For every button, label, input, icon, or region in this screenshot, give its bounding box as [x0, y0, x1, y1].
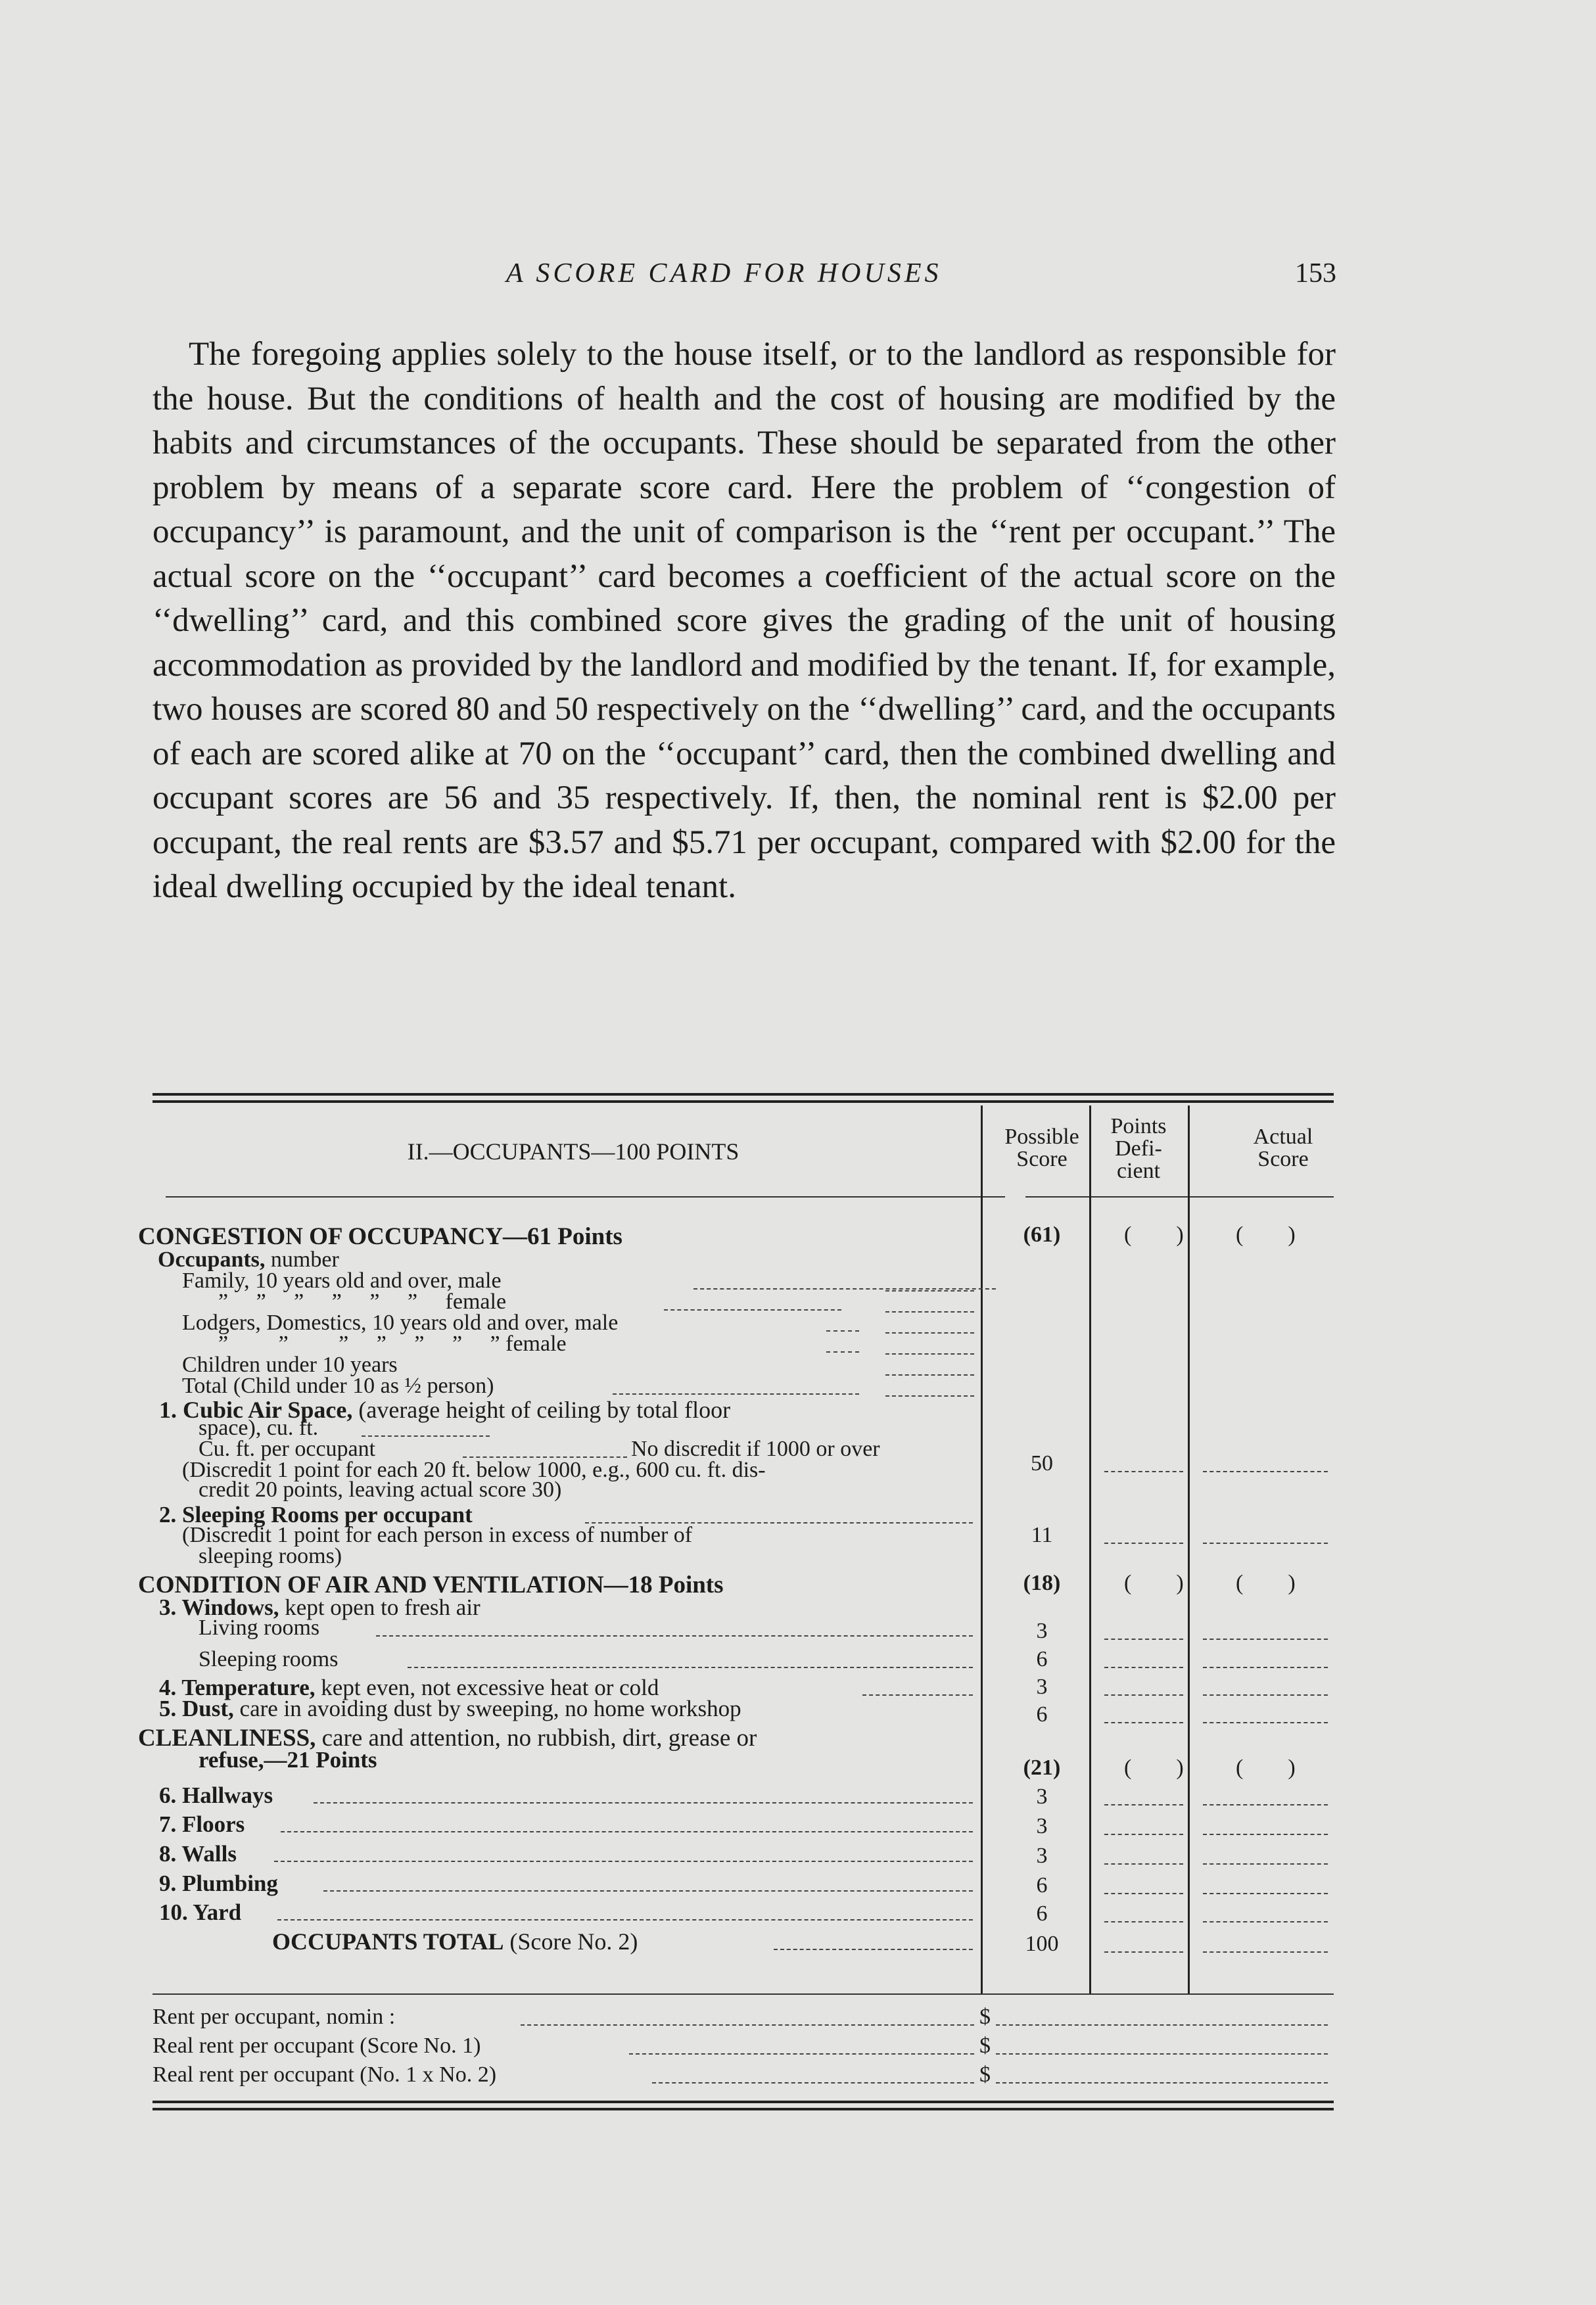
actual-blank [1203, 1722, 1328, 1723]
deficient-blank [1104, 1834, 1183, 1835]
yard: 10. Yard [159, 1899, 242, 1925]
actual-blank [1203, 1471, 1328, 1472]
deficient-blank [1104, 1951, 1183, 1953]
running-title: A SCORE CARD FOR HOUSES [506, 258, 942, 289]
cleanliness-l2: refuse,—21 Points [199, 1747, 377, 1773]
lodgers-female: ” ” ” ” ” ” ” female [218, 1332, 567, 1356]
deficient-blank [1104, 1694, 1183, 1696]
dollar-sign: $ [979, 2005, 991, 2029]
leader-line [629, 2053, 974, 2055]
rent-separator-rule [153, 1993, 1334, 1995]
entry-blank [885, 1311, 974, 1313]
actual-paren: ( ) [1236, 1222, 1296, 1247]
leader-line [652, 2082, 974, 2084]
cubic-air-l5: credit 20 points, leaving actual score 30) [199, 1478, 562, 1502]
dust-line: 5. Dust, care in avoiding dust by sweeping, no home workshop [159, 1696, 741, 1721]
actual-blank [1203, 1863, 1328, 1865]
actual-paren: ( ) [1236, 1571, 1296, 1595]
family-female: ” ” ” ” ” ” female [218, 1290, 507, 1314]
rent-real-1: Real rent per occupant (Score No. 1) [153, 2034, 481, 2058]
leader-line [274, 1861, 973, 1862]
sleeping-rooms-l3: sleeping rooms) [199, 1544, 342, 1568]
actual-blank [1203, 1694, 1328, 1696]
bottom-rule-2 [153, 2108, 1334, 2110]
top-rule-2 [153, 1100, 1334, 1103]
living-rooms: Living rooms [199, 1616, 320, 1640]
leader-line [362, 1435, 490, 1437]
temperature-line: 4. Temperature, kept even, not excessive heat or cold [159, 1675, 659, 1700]
leader-line [281, 1831, 973, 1832]
entry-blank [885, 1290, 974, 1292]
rent-real-2: Real rent per occupant (No. 1 x No. 2) [153, 2062, 497, 2087]
leader-line [664, 1309, 841, 1311]
column-divider [981, 1106, 983, 1993]
title-underline [166, 1196, 1005, 1198]
actual-blank [1203, 1639, 1328, 1640]
leader-line [376, 1635, 973, 1637]
occupants-total: OCCUPANTS TOTAL (Score No. 2) [272, 1928, 638, 1955]
section-cleanliness: CLEANLINESS, care and attention, no rubbish, dirt, grease or [138, 1725, 757, 1752]
sleeping-rooms-line: 2. Sleeping Rooms per occupant [159, 1502, 473, 1527]
dollar-sign: $ [979, 2062, 991, 2087]
rent-real-2-blank [996, 2082, 1328, 2084]
bottom-rule [153, 2101, 1334, 2103]
leader-line [613, 1393, 859, 1395]
leader-line [521, 2024, 974, 2026]
cubic-air-l3: Cu. ft. per occupant [199, 1437, 376, 1461]
leader-line [277, 1919, 973, 1921]
cubic-air-line: 1. Cubic Air Space, (average height of ceiling by total floor [159, 1397, 731, 1423]
entry-blank [885, 1374, 974, 1376]
leader-line [314, 1802, 973, 1804]
deficient-blank [1104, 1639, 1183, 1640]
header-points-deficient: Points Defi- cient [1110, 1114, 1167, 1183]
section-congestion: CONGESTION OF OCCUPANCY—61 Points [138, 1223, 622, 1250]
actual-paren: ( ) [1236, 1756, 1296, 1780]
actual-blank [1203, 1667, 1328, 1668]
rent-nominal-blank [996, 2024, 1328, 2026]
column-divider [1089, 1106, 1091, 1993]
actual-blank [1203, 1804, 1328, 1805]
family-male: Family, 10 years old and over, male [182, 1269, 502, 1293]
leader-line [862, 1694, 973, 1696]
top-rule [153, 1093, 1334, 1096]
deficient-paren: ( ) [1124, 1222, 1184, 1247]
cubic-air-no-discredit: No discredit if 1000 or over [631, 1437, 880, 1461]
rent-nominal: Rent per occupant, nomin : [153, 2005, 396, 2029]
score-card-table: II.—OCCUPANTS—100 POINTS Possible Score Points Defi- cient Actual Score CONGESTION OF OCCUPANCY—61 Points (61) ( ) ( ) Occupants, number Family, 10 years old and over, male ” ” ” ” ” ” female Lodgers, Domestics, 10 years old and over, male ” ” ” ” ” ” ” female Children under 10 years Total (Child under 10 as ½ person) 1. Cubic Air Space, (average height of ceiling by total floor space), cu. ft. Cu. ft. per occupant No discredit if 1000 or over 50 (Discredit 1 point for each 20 ft. below 1000, e.g., 600 cu. ft. dis- credit 20 points, leaving actual score 30) 2. Sleeping Rooms per occupant 11 (Discredit 1 point for each person in excess of number of sleeping rooms) CONDITION OF AIR AND VENTILATION—18 Points (18) ( ) ( ) 3. Windows, kept open to fresh air Living rooms 3 Sleeping rooms 6 4. Temperature, kept even, not excessive heat or cold 3 5. Dust, care in avoiding dust by sweeping, no home workshop 6 CLEANLINESS, care and attention, no rubbish, dirt, grease or refuse,—21 Points (21) ( ) ( ) 6. Hallways 3 7. Floors 3 8. Walls 3 9. Plumbing 6 10. Yard 6 OCCUPANTS TOTAL (Score No. 2) 100 Rent per occupant, nomin : $ Real rent per occupant (Score No. 1) $ Real rent per occupant (No. 1 x No. 2) $ [153, 1093, 1334, 2110]
occupants-line: Occupants, number [158, 1247, 339, 1272]
rent-real-1-blank [996, 2053, 1328, 2055]
deficient-paren: ( ) [1124, 1756, 1184, 1780]
plumbing: 9. Plumbing [159, 1871, 278, 1896]
page-number: 153 [1295, 258, 1336, 289]
children: Children under 10 years [182, 1353, 398, 1377]
cubic-air-l4: (Discredit 1 point for each 20 ft. below 1000, e.g., 600 cu. ft. dis- [182, 1458, 766, 1482]
header-actual-score: Actual Score [1253, 1125, 1313, 1171]
deficient-blank [1104, 1863, 1183, 1865]
deficient-blank [1104, 1893, 1183, 1894]
deficient-blank [1104, 1543, 1183, 1544]
actual-blank [1203, 1893, 1328, 1894]
column-divider [1188, 1106, 1190, 1993]
total-occupants: Total (Child under 10 as ½ person) [182, 1374, 494, 1398]
leader-line [323, 1890, 973, 1892]
header-possible-score: Possible Score [1004, 1125, 1079, 1171]
sleeping-rooms-l2: (Discredit 1 point for each person in excess of number of [182, 1523, 693, 1547]
deficient-blank [1104, 1667, 1183, 1668]
cubic-air-l2: space), cu. ft. [199, 1416, 319, 1440]
deficient-blank [1104, 1471, 1183, 1472]
entry-blank [885, 1332, 974, 1334]
table-title: II.—OCCUPANTS—100 POINTS [407, 1138, 739, 1165]
actual-blank [1203, 1951, 1328, 1953]
actual-blank [1203, 1921, 1328, 1922]
leader-line [693, 1288, 996, 1290]
windows-line: 3. Windows, kept open to fresh air [159, 1595, 481, 1620]
actual-blank [1203, 1543, 1328, 1544]
hallways: 6. Hallways [159, 1782, 273, 1808]
header-underline [1025, 1196, 1334, 1198]
deficient-blank [1104, 1722, 1183, 1723]
entry-blank [885, 1395, 974, 1397]
section-air-ventilation: CONDITION OF AIR AND VENTILATION—18 Points [138, 1572, 724, 1598]
deficient-blank [1104, 1921, 1183, 1922]
deficient-blank [1104, 1804, 1183, 1805]
lodgers-male: Lodgers, Domestics, 10 years old and over, male [182, 1311, 619, 1335]
body-paragraph: The foregoing applies solely to the house itself, or to the landlord as responsible for the house. But the conditions of health and the cost of housing are modified by the habits and circumstances of the occupants. These should be separated from the other problem by means of a separate score card. Here the problem of ‘‘congestion of occupancy’’ is paramount, and the unit of comparison is the ‘‘rent per occupant.’’ The actual score on the ‘‘occupant’’ card becomes a coefficient of the actual score on the ‘‘dwelling’’ card, and this combined score gives the grading of the unit of housing accommodation as provided by the landlord and modified by the tenant. If, for example, two houses are scored 80 and 50 respectively on the ‘‘dwelling’’ card, and the occupants of each are scored alike at 70 on the ‘‘occupant’’ card, then the combined dwelling and occupant scores are 56 and 35 respectively. If, then, the nominal rent is $2.00 per occupant, the real rents are $3.57 and $5.71 per occupant, compared with $2.00 for the ideal dwelling occupied by the ideal tenant. [153, 336, 1336, 905]
leader-line [826, 1351, 859, 1353]
leader-line [826, 1330, 859, 1332]
actual-blank [1203, 1834, 1328, 1835]
entry-blank [885, 1353, 974, 1355]
leader-line [408, 1667, 973, 1668]
walls: 8. Walls [159, 1841, 237, 1867]
sleeping-rooms: Sleeping rooms [199, 1647, 339, 1671]
deficient-paren: ( ) [1124, 1571, 1184, 1595]
leader-line [774, 1949, 973, 1950]
dollar-sign: $ [979, 2034, 991, 2058]
floors: 7. Floors [159, 1811, 245, 1837]
